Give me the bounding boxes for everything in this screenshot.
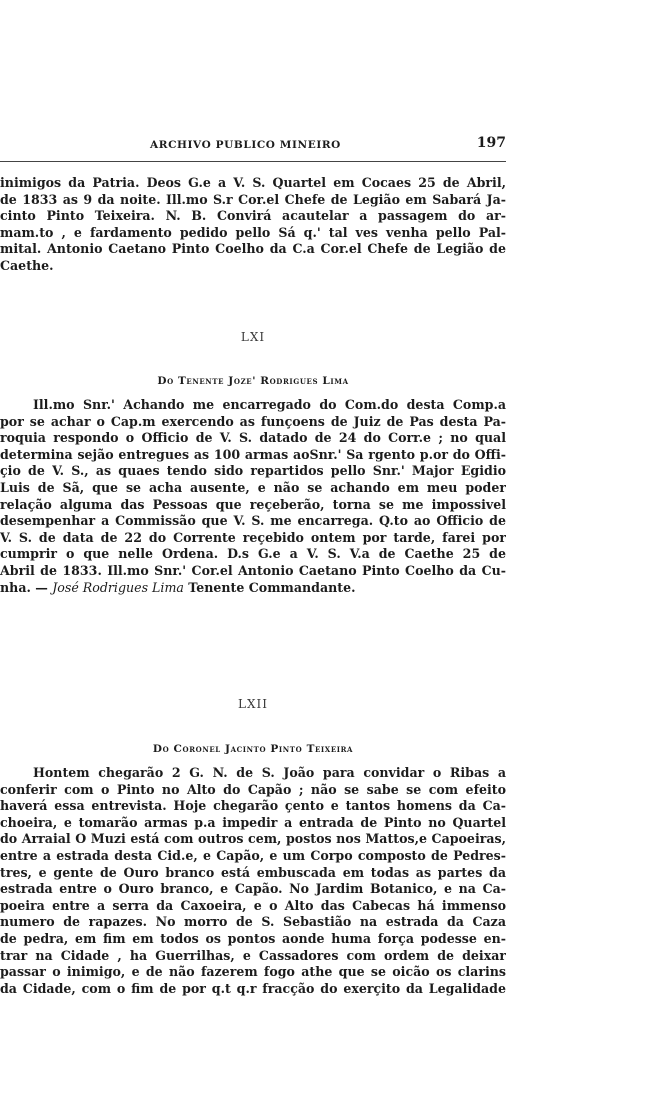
text-line: Abril de 1833. Ill.mo Snr.' Cor.el Antonio Caetano Pinto Coelho da Cu- <box>0 562 506 578</box>
section-heading: Do Tenente Joze' Rodrigues Lima <box>157 375 349 387</box>
text-line: cinto Pinto Teixeira. N. B. Convirá acautelar a passagem do ar- <box>0 208 506 224</box>
letter-body <box>0 397 506 596</box>
text-line: de pedra, em fim em todos os pontos aonde huma força podesse en- <box>0 930 506 946</box>
text-line: roquia respondo o Officio de V. S. datado de 24 do Corr.e ; no qual <box>0 430 506 446</box>
text-line: Hontem chegarão 2 G. N. de S. João para convidar o Ribas a <box>33 765 506 780</box>
letter-body <box>0 765 506 997</box>
section-numeral: LXI <box>240 330 266 344</box>
text-line: entre a estrada desta Cid.e, e Capão, e um Corpo composto de Pedres- <box>0 847 506 863</box>
running-title: ARCHIVO PUBLICO MINEIRO <box>150 139 341 151</box>
text-line: passar o inimigo, e de não fazerem fogo athe que se oicão os clarins <box>0 964 506 980</box>
text-line: desempenhar a Commissão que V. S. me encarrega. Q.to ao Officio de <box>0 513 506 529</box>
text-line: trar na Cidade , ha Guerrilhas, e Cassadores com ordem de deixar <box>0 947 506 963</box>
text-line: determina sejão entregues as 100 armas aoSnr.' Sa rgento p.or do Offi- <box>0 446 506 462</box>
text-line: conferir com o Pinto no Alto do Capão ; não se sabe se com efeito <box>0 781 506 797</box>
text-line: da Cidade, com o fim de por q.t q.r fracção do exerçito da Legalidade <box>0 980 506 996</box>
text-line: poeira entre a serra da Caxoeira, e o Alto das Cabecas há immenso <box>0 897 506 913</box>
section-heading: Do Coronel Jacinto Pinto Teixeira <box>152 743 354 755</box>
header-rule <box>0 161 506 162</box>
text-line: mam.to , e fardamento pedido pello Sá q.' tal ves venha pello Pal- <box>0 224 506 240</box>
text-line: choeira, e tomarão armas p.a impedir a entrada de Pinto no Quartel <box>0 814 506 830</box>
text-line: relação alguma das Pessoas que reçeberão, torna se me impossivel <box>0 496 506 512</box>
text-line: numero de rapazes. No morro de S. Sebastião na estrada da Caza <box>0 914 506 930</box>
text-line: Caethe. <box>0 257 54 273</box>
text-line: Ill.mo Snr.' Achando me encarregado do Com.do desta Comp.a <box>33 397 506 412</box>
text-line: Luis de Sã, que se acha ausente, e não se achando em meu poder <box>0 479 506 495</box>
text-line: haverá essa entrevista. Hoje chegarão çento e tantos homens da Ca- <box>0 798 506 814</box>
text-line: mital. Antonio Caetano Pinto Coelho da C.a Cor.el Chefe de Legião de <box>0 241 506 257</box>
text-line: inimigos da Patria. Deos G.e a V. S. Quartel em Cocaes 25 de Abril, <box>0 175 506 190</box>
text-line: do Arraial O Muzi está com outros cem, postos nos Mattos,e Capoeiras, <box>0 831 506 847</box>
text-line: por se achar o Cap.m exercendo as funçoens de Juiz de Pas desta Pa- <box>0 413 506 429</box>
text-line: de 1833 as 9 da noite. Ill.mo S.r Cor.el Chefe de Legião em Sabará Ja- <box>0 191 506 207</box>
text-line: cumprir o que nelle Ordena. D.s G.e a V. S. V.a de Caethe 25 de <box>0 546 506 562</box>
section-numeral: LXII <box>238 697 268 711</box>
closing-suffix: Tenente Commandante. <box>183 579 356 595</box>
running-header <box>0 135 506 157</box>
intro-paragraph <box>0 175 506 275</box>
text-line: estrada entre o Ouro branco, e Capão. No Jardim Botanico, e na Ca- <box>0 881 506 897</box>
closing-prefix: nha. — <box>0 579 53 595</box>
text-line: çio de V. S., as quaes tendo sido repartidos pello Snr.' Major Egidio <box>0 463 506 479</box>
text-line: tres, e gente de Ouro branco está embuscada em todas as partes da <box>0 864 506 880</box>
page-number: 197 <box>476 135 506 151</box>
closing-line <box>0 580 506 597</box>
text-line: V. S. de data de 22 do Corrente reçebido ontem por tarde, farei por <box>0 529 506 545</box>
signature: José Rodrigues Lima <box>52 579 184 595</box>
